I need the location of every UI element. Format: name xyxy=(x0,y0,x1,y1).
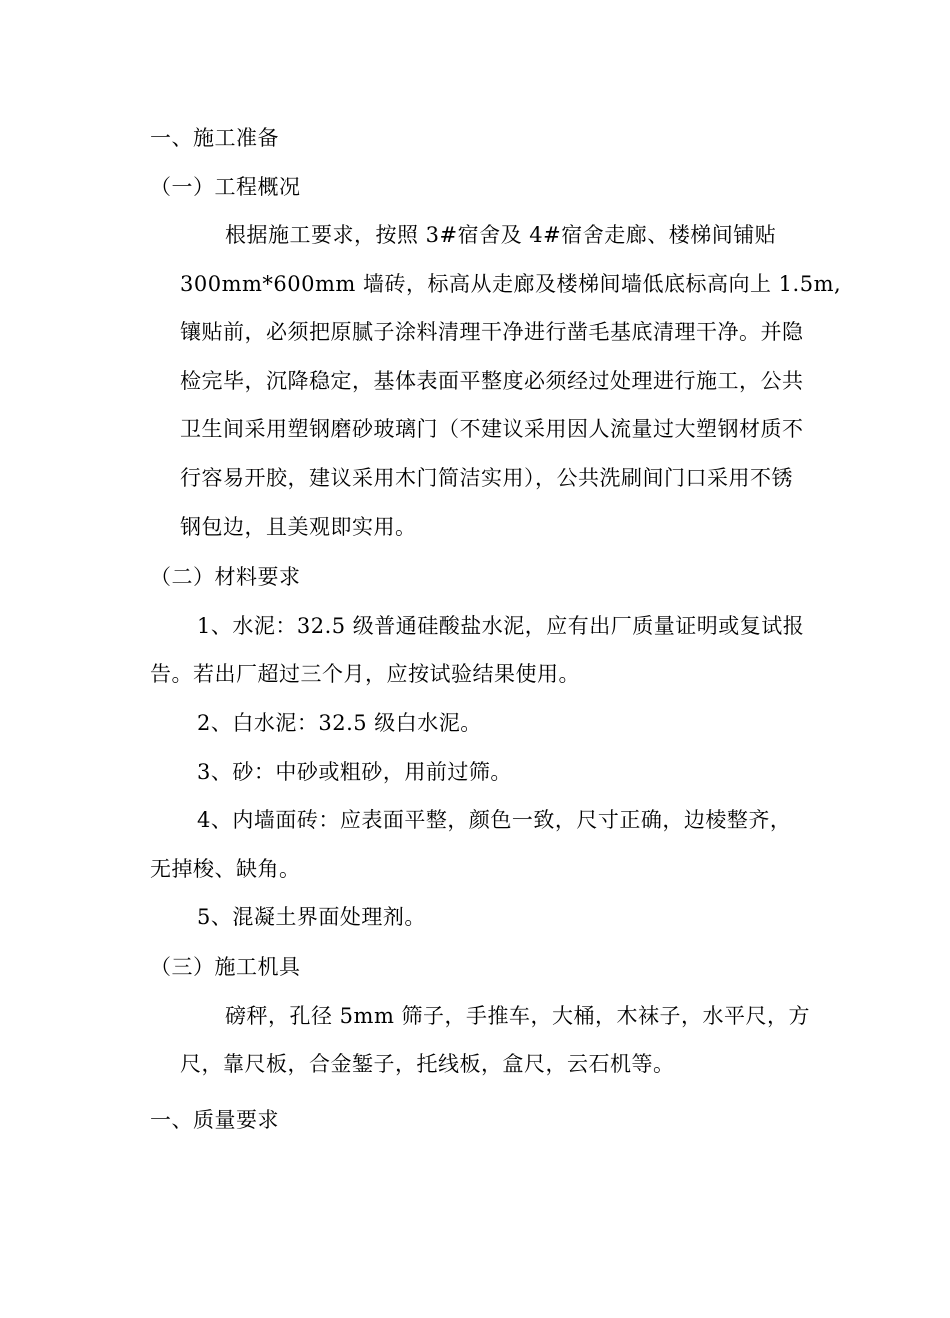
material-line: 1、水泥：32.5 级普通硅酸盐水泥，应有出厂质量证明或复试报 xyxy=(197,614,805,638)
overview-line: 钢包边，且美观即实用。 xyxy=(180,515,417,539)
overview-line: 镶贴前，必须把原腻子涂料清理干净进行凿毛基底清理干净。并隐 xyxy=(180,320,804,344)
material-line: 2、白水泥：32.5 级白水泥。 xyxy=(197,711,482,735)
overview-line: 根据施工要求，按照 3#宿舍及 4#宿舍走廊、楼梯间铺贴 xyxy=(225,223,777,247)
overview-line: 行容易开胶，建议采用木门简洁实用），公共洗刷间门口采用不锈 xyxy=(180,466,793,490)
tools-line: 尺，靠尺板，合金錾子，托线板，盒尺，云石机等。 xyxy=(180,1052,675,1076)
heading-construction-tools: （三）施工机具 xyxy=(150,955,301,979)
overview-line: 检完毕，沉降稳定，基体表面平整度必须经过处理进行施工，公共 xyxy=(180,369,804,393)
material-line: 无掉梭、缺角。 xyxy=(150,857,301,881)
tools-line: 磅秤，孔径 5mm 筛子，手推车，大桶，木袜子，水平尺，方 xyxy=(225,1004,811,1028)
heading-project-overview: （一）工程概况 xyxy=(150,175,301,199)
heading-construction-preparation: 一、施工准备 xyxy=(150,126,279,150)
material-line: 5、混凝土界面处理剂。 xyxy=(197,905,426,929)
material-line: 3、砂：中砂或粗砂，用前过筛。 xyxy=(197,760,512,784)
heading-quality-requirements: 一、质量要求 xyxy=(150,1108,279,1132)
material-line: 4、内墙面砖：应表面平整，颜色一致，尺寸正确，边棱整齐， xyxy=(197,808,792,832)
overview-line: 300mm*600mm 墙砖，标高从走廊及楼梯间墙低底标高向上 1.5m, xyxy=(180,272,842,296)
material-line: 告。若出厂超过三个月，应按试验结果使用。 xyxy=(150,662,580,686)
overview-line: 卫生间采用塑钢磨砂玻璃门（不建议采用因人流量过大塑钢材质不 xyxy=(180,417,804,441)
heading-material-requirements: （二）材料要求 xyxy=(150,565,301,589)
